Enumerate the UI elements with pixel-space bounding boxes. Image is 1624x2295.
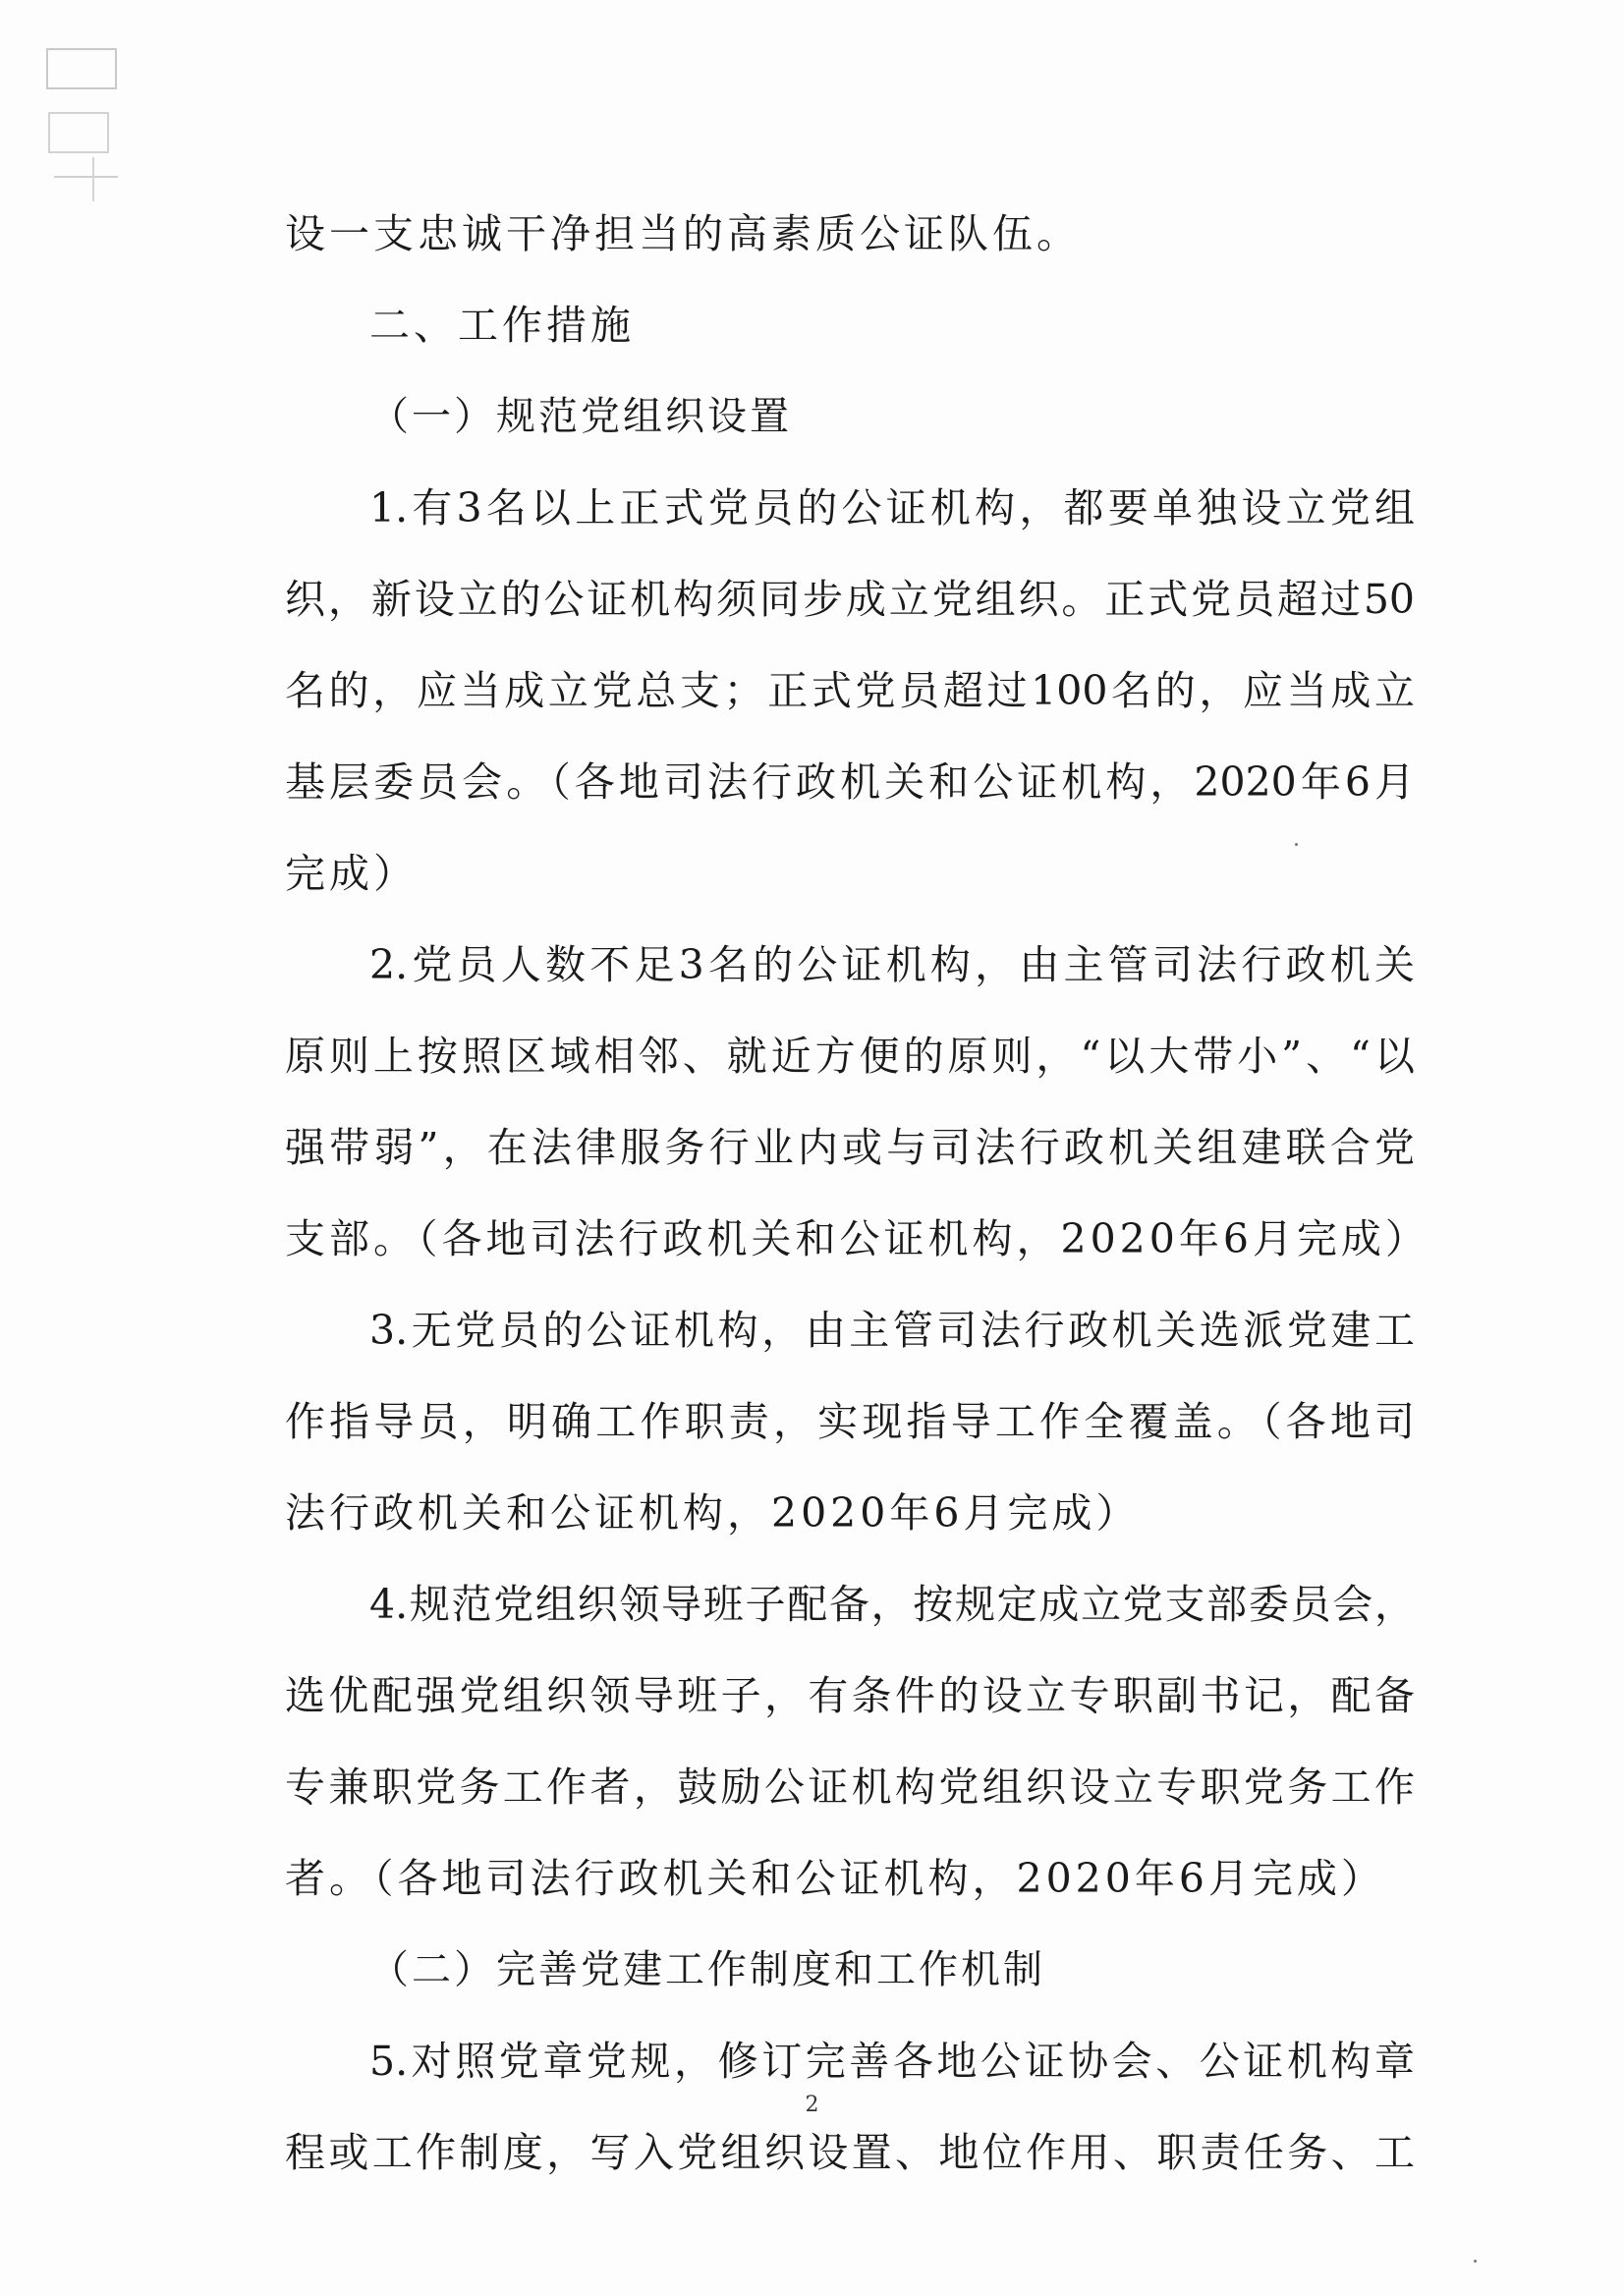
scan-speck: [1295, 843, 1298, 846]
paragraph-line: 名的，应当成立党总支；正式党员超过100名的，应当成立: [285, 667, 1415, 714]
paragraph-line: 法行政机关和公证机构，2020年6月完成）: [285, 1489, 1141, 1537]
paragraph-line: 4.规范党组织领导班子配备，按规定成立党支部委员会，: [369, 1581, 1415, 1628]
paragraph-line: 原则上按照区域相邻、就近方便的原则，“以大带小”、“以: [285, 1033, 1415, 1080]
subsection-heading: （一）规范党组织设置: [369, 394, 792, 439]
paragraph-line: 2.党员人数不足3名的公证机构，由主管司法行政机关: [369, 941, 1415, 988]
page-number: 2: [805, 2093, 819, 2117]
paragraph-line: 专兼职党务工作者，鼓励公证机构党组织设立专职党务工作: [285, 1763, 1415, 1811]
paragraph-line: 织，新设立的公证机构须同步成立党组织。正式党员超过50: [285, 576, 1415, 623]
paragraph-line: 基层委员会。（各地司法行政机关和公证机构，2020年6月: [285, 758, 1415, 806]
paragraph-line: 完成）: [285, 850, 418, 897]
scan-speck: [1474, 2260, 1477, 2263]
paragraph-line: 者。（各地司法行政机关和公证机构，2020年6月完成）: [285, 1855, 1385, 1902]
paragraph-line: 强带弱”，在法律服务行业内或与司法行政机关组建联合党: [285, 1124, 1415, 1171]
paragraph-line: 选优配强党组织领导班子，有条件的设立专职副书记，配备: [285, 1672, 1415, 1719]
section-heading: 二、工作措施: [369, 302, 635, 349]
paragraph-line: 3.无党员的公证机构，由主管司法行政机关选派党建工: [369, 1307, 1415, 1354]
paragraph-line: 设一支忠诚干净担当的高素质公证队伍。: [285, 210, 1081, 257]
scan-artifact-icon: [39, 20, 157, 206]
paragraph-line: 程或工作制度，写入党组织设置、地位作用、职责任务、工: [285, 2129, 1415, 2176]
subsection-heading: （二）完善党建工作制度和工作机制: [369, 1947, 1045, 1992]
paragraph-line: 5.对照党章党规，修订完善各地公证协会、公证机构章: [369, 2038, 1415, 2085]
paragraph-line: 1.有3名以上正式党员的公证机构，都要单独设立党组: [369, 484, 1415, 532]
paragraph-line: 作指导员，明确工作职责，实现指导工作全覆盖。（各地司: [285, 1398, 1415, 1445]
paragraph-line: 支部。（各地司法行政机关和公证机构，2020年6月完成）: [285, 1215, 1429, 1262]
